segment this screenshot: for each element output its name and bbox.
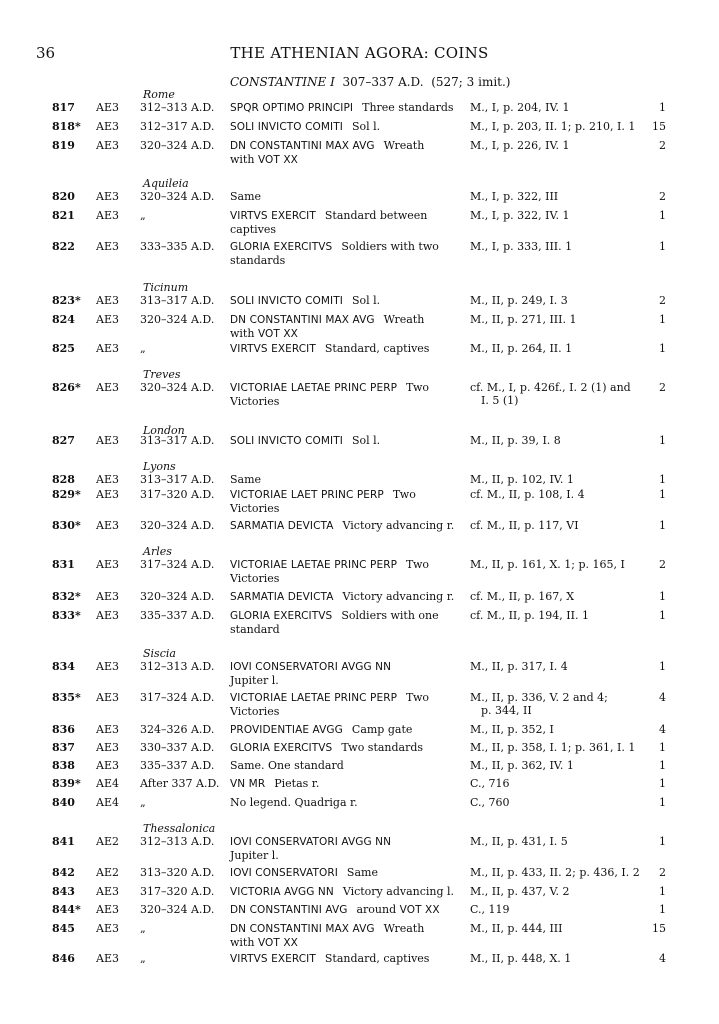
reverse-type: Two — [406, 691, 430, 704]
catalogue-number: 828 — [52, 473, 75, 486]
coin-count: 1 — [659, 313, 666, 326]
reverse-type: Standard, captives — [324, 952, 430, 965]
reference-continued: I. 5 (1) — [481, 394, 519, 407]
reverse-type: Victory advancing r. — [342, 519, 455, 532]
reference — [470, 590, 640, 603]
reference-text: M., II, p. 161, X. 1; p. 165, I — [470, 558, 625, 571]
coin-count: 4 — [659, 952, 666, 965]
date-range: 317–324 A.D. — [140, 558, 215, 571]
reference-text: M., II, p. 433, II. 2; p. 436, I. 2 — [470, 866, 640, 879]
reverse-legend: GLORIA EXERCITVS — [230, 241, 333, 253]
reverse-legend-secondary: VOT XX — [399, 904, 440, 916]
catalogue-number: 818* — [52, 120, 81, 133]
date-range: 312–313 A.D. — [140, 660, 215, 673]
catalogue-number: 840 — [52, 796, 75, 809]
reverse-type: Camp gate — [351, 723, 413, 736]
date-range: „ — [140, 209, 146, 222]
reverse-type-continued: with — [230, 153, 255, 166]
coin-description — [230, 590, 462, 604]
reverse-legend-secondary: VOT XX — [257, 328, 298, 340]
coin-count: 1 — [659, 590, 666, 603]
denomination: AE3 — [96, 922, 119, 935]
reverse-type: Same. One standard — [230, 759, 344, 772]
reference — [470, 691, 640, 717]
coin-description — [230, 190, 462, 203]
denomination: AE3 — [96, 691, 119, 704]
date-range: 317–320 A.D. — [140, 488, 215, 501]
reverse-legend: SOLI INVICTO COMITI — [230, 295, 343, 307]
reverse-type: Wreath — [383, 313, 425, 326]
reference-text: M., I, p. 322, IV. 1 — [470, 209, 570, 222]
coin-count: 1 — [659, 240, 666, 253]
reverse-legend: SARMATIA DEVICTA — [230, 520, 334, 532]
mint-heading: London — [143, 424, 185, 437]
catalogue-number: 836 — [52, 723, 75, 736]
coin-description — [230, 609, 462, 636]
reverse-type: Standard between — [324, 209, 428, 222]
reverse-type-continued: with — [230, 327, 255, 340]
denomination: AE3 — [96, 120, 119, 133]
catalogue-number: 824 — [52, 313, 75, 326]
reverse-legend: VICTORIAE LAETAE PRINC PERP — [230, 692, 398, 704]
coin-count: 1 — [659, 903, 666, 916]
reference — [470, 519, 640, 532]
coin-count: 1 — [659, 434, 666, 447]
reference — [470, 866, 640, 879]
reference — [470, 488, 640, 501]
catalogue-number: 845 — [52, 922, 75, 935]
reverse-type: Three standards — [362, 101, 454, 114]
date-range: 335–337 A.D. — [140, 759, 215, 772]
date-range: 313–317 A.D. — [140, 473, 215, 486]
reference-text: M., II, p. 102, IV. 1 — [470, 473, 574, 486]
reverse-type: Same — [230, 473, 262, 486]
reverse-type: Two — [392, 488, 416, 501]
reference-text: M., II, p. 362, IV. 1 — [470, 759, 574, 772]
denomination: AE3 — [96, 609, 119, 622]
coin-description — [230, 796, 462, 809]
date-range: 320–324 A.D. — [140, 519, 215, 532]
reverse-type: Same — [230, 190, 262, 203]
catalogue-number: 831 — [52, 558, 75, 571]
denomination: AE3 — [96, 473, 119, 486]
denomination: AE3 — [96, 139, 119, 152]
reference — [470, 558, 640, 571]
coin-count: 1 — [659, 609, 666, 622]
reference-text: cf. M., II, p. 167, X — [470, 590, 575, 603]
reference — [470, 294, 640, 307]
catalogue-number: 819 — [52, 139, 75, 152]
reverse-legend-secondary: VOT XX — [257, 937, 298, 949]
date-range: 320–324 A.D. — [140, 139, 215, 152]
date-range: 313–317 A.D. — [140, 294, 215, 307]
reverse-type: Same — [346, 866, 378, 879]
catalogue-number: 835* — [52, 691, 81, 704]
reference — [470, 139, 640, 152]
reference — [470, 240, 640, 253]
reverse-type: around — [356, 903, 397, 916]
coin-count: 1 — [659, 777, 666, 790]
reverse-legend: DN CONSTANTINI AVG — [230, 904, 348, 916]
catalogue-number: 838 — [52, 759, 75, 772]
reference — [470, 120, 640, 133]
coin-description — [230, 294, 462, 308]
reference-text: cf. M., II, p. 108, I. 4 — [470, 488, 585, 501]
reference-text: M., II, p. 358, I. 1; p. 361, I. 1 — [470, 741, 636, 754]
reference-text: M., II, p. 336, V. 2 and 4; — [470, 691, 608, 704]
coin-description — [230, 473, 462, 486]
reference-text: M., II, p. 271, III. 1 — [470, 313, 577, 326]
reference-text: M., II, p. 352, I — [470, 723, 554, 736]
coin-count: 1 — [659, 101, 666, 114]
denomination: AE3 — [96, 342, 119, 355]
coin-count: 1 — [659, 835, 666, 848]
reference — [470, 381, 640, 407]
reference-text: C., 119 — [470, 903, 510, 916]
denomination: AE3 — [96, 741, 119, 754]
denomination: AE3 — [96, 723, 119, 736]
reverse-legend: GLORIA EXERCITVS — [230, 610, 333, 622]
reference-text: M., II, p. 264, II. 1 — [470, 342, 573, 355]
mint-heading: Lyons — [143, 460, 176, 473]
date-range: „ — [140, 922, 146, 935]
denomination: AE3 — [96, 381, 119, 394]
date-range: 317–320 A.D. — [140, 885, 215, 898]
date-range: 320–324 A.D. — [140, 590, 215, 603]
coin-description — [230, 381, 462, 408]
date-range: 320–324 A.D. — [140, 381, 215, 394]
reference — [470, 922, 640, 935]
reverse-type-continued: Jupiter l. — [230, 674, 279, 687]
date-range: 312–313 A.D. — [140, 835, 215, 848]
reference-text: M., I, p. 333, III. 1 — [470, 240, 573, 253]
reference-text: M., II, p. 317, I. 4 — [470, 660, 568, 673]
reference — [470, 796, 640, 809]
reference-text: C., 760 — [470, 796, 510, 809]
reference-text: cf. M., II, p. 117, VI — [470, 519, 579, 532]
reverse-type: Two standards — [341, 741, 424, 754]
reference — [470, 759, 640, 772]
reverse-legend: VICTORIAE LAETAE PRINC PERP — [230, 559, 398, 571]
reference-text: M., II, p. 448, X. 1 — [470, 952, 572, 965]
reverse-type: Soldiers with one — [341, 609, 439, 622]
reverse-legend: DN CONSTANTINI MAX AVG — [230, 923, 375, 935]
denomination: AE3 — [96, 294, 119, 307]
coin-description — [230, 777, 462, 791]
reverse-type: Wreath — [383, 139, 425, 152]
coin-count: 2 — [659, 558, 666, 571]
catalogue-number: 829* — [52, 488, 81, 501]
coin-count: 1 — [659, 519, 666, 532]
reverse-legend: VN MR — [230, 778, 266, 790]
catalogue-number: 844* — [52, 903, 81, 916]
coin-description — [230, 519, 462, 533]
catalogue-number: 833* — [52, 609, 81, 622]
reference-text: M., II, p. 444, III — [470, 922, 563, 935]
coin-count: 1 — [659, 796, 666, 809]
coin-count: 1 — [659, 342, 666, 355]
coin-description — [230, 922, 462, 950]
reference-text: M., II, p. 249, I. 3 — [470, 294, 568, 307]
reverse-legend: IOVI CONSERVATORI — [230, 867, 338, 879]
coin-description — [230, 120, 462, 134]
reign-dates: 307–337 A.D. — [342, 75, 424, 89]
reverse-legend: VICTORIA AVGG NN — [230, 886, 334, 898]
reverse-legend: PROVIDENTIAE AVGG — [230, 724, 343, 736]
catalogue-number: 826* — [52, 381, 81, 394]
page-number: 36 — [36, 44, 56, 62]
catalogue-number: 843 — [52, 885, 75, 898]
reverse-legend: VICTORIAE LAETAE PRINC PERP — [230, 382, 398, 394]
mint-heading: Aquileia — [143, 177, 189, 190]
reverse-type: Victory advancing l. — [342, 885, 455, 898]
mint-heading: Arles — [143, 545, 172, 558]
date-range: After 337 A.D. — [140, 777, 220, 790]
coin-count: 1 — [659, 759, 666, 772]
reverse-type-continued: standards — [230, 254, 286, 267]
date-range: 330–337 A.D. — [140, 741, 215, 754]
reverse-type: Two — [406, 558, 430, 571]
coin-count: 4 — [659, 691, 666, 704]
coin-description — [230, 434, 462, 448]
denomination: AE3 — [96, 209, 119, 222]
denomination: AE2 — [96, 866, 119, 879]
reference — [470, 952, 640, 965]
catalogue-number: 832* — [52, 590, 81, 603]
reverse-legend: DN CONSTANTINI MAX AVG — [230, 314, 375, 326]
date-range: „ — [140, 952, 146, 965]
coin-description — [230, 342, 462, 356]
date-range: 317–324 A.D. — [140, 691, 215, 704]
running-title: THE ATHENIAN AGORA: COINS — [230, 44, 489, 62]
reference-text: M., II, p. 437, V. 2 — [470, 885, 570, 898]
reference — [470, 903, 640, 916]
date-range: 320–324 A.D. — [140, 190, 215, 203]
catalogue-number: 834 — [52, 660, 75, 673]
reverse-type: Two — [406, 381, 430, 394]
reverse-legend: IOVI CONSERVATORI AVGG NN — [230, 836, 392, 848]
coin-description — [230, 866, 462, 880]
reverse-type: Sol l. — [351, 434, 381, 447]
reverse-type: Sol l. — [351, 120, 381, 133]
reverse-type-continued: with — [230, 936, 255, 949]
denomination: AE3 — [96, 885, 119, 898]
reverse-legend: SOLI INVICTO COMITI — [230, 121, 343, 133]
reverse-type-continued: Victories — [230, 395, 280, 408]
reference — [470, 835, 640, 848]
coin-description — [230, 885, 462, 899]
mint-heading: Ticinum — [143, 281, 189, 294]
denomination: AE3 — [96, 101, 119, 114]
reference — [470, 209, 640, 222]
denomination: AE3 — [96, 519, 119, 532]
date-range: „ — [140, 796, 146, 809]
catalogue-number: 837 — [52, 741, 75, 754]
reverse-type: No legend. Quadriga r. — [230, 796, 358, 809]
coin-count: 4 — [659, 723, 666, 736]
coin-description — [230, 741, 462, 755]
denomination: AE2 — [96, 835, 119, 848]
reverse-type: Wreath — [383, 922, 425, 935]
reference-text: cf. M., II, p. 194, II. 1 — [470, 609, 589, 622]
reverse-legend: SARMATIA DEVICTA — [230, 591, 334, 603]
reference-text: M., II, p. 39, I. 8 — [470, 434, 561, 447]
denomination: AE3 — [96, 759, 119, 772]
reverse-type-continued: Victories — [230, 502, 280, 515]
coin-description — [230, 101, 462, 115]
reverse-legend: DN CONSTANTINI MAX AVG — [230, 140, 375, 152]
reverse-legend: GLORIA EXERCITVS — [230, 742, 333, 754]
reference-text: M., I, p. 226, IV. 1 — [470, 139, 570, 152]
date-range: 312–313 A.D. — [140, 101, 215, 114]
reverse-legend: SPQR OPTIMO PRINCIPI — [230, 102, 354, 114]
coin-description — [230, 723, 462, 737]
reference — [470, 101, 640, 114]
coin-count: 2 — [659, 381, 666, 394]
coin-totals: (527; 3 imit.) — [431, 75, 511, 89]
date-range: 320–324 A.D. — [140, 313, 215, 326]
coin-description — [230, 691, 462, 718]
catalogue-number: 841 — [52, 835, 75, 848]
date-range: 324–326 A.D. — [140, 723, 215, 736]
coin-description — [230, 488, 462, 515]
denomination: AE3 — [96, 558, 119, 571]
reverse-type-continued: Victories — [230, 572, 280, 585]
reverse-legend: VIRTVS EXERCIT — [230, 210, 316, 222]
reference-text: cf. M., I, p. 426f., I. 2 (1) and — [470, 381, 631, 394]
coin-description — [230, 209, 462, 236]
date-range: 320–324 A.D. — [140, 903, 215, 916]
catalogue-number: 817 — [52, 101, 75, 114]
denomination: AE3 — [96, 660, 119, 673]
catalogue-number: 822 — [52, 240, 75, 253]
reverse-legend: SOLI INVICTO COMITI — [230, 435, 343, 447]
reverse-type-continued: Victories — [230, 705, 280, 718]
reverse-legend: IOVI CONSERVATORI AVGG NN — [230, 661, 392, 673]
coin-count: 15 — [652, 120, 666, 133]
date-range: 313–317 A.D. — [140, 434, 215, 447]
reverse-type: Victory advancing r. — [342, 590, 455, 603]
denomination: AE3 — [96, 240, 119, 253]
mint-heading: Thessalonica — [143, 822, 216, 835]
coin-description — [230, 660, 462, 687]
coin-description — [230, 903, 462, 917]
reverse-type: Soldiers with two — [341, 240, 439, 253]
reference-text: M., II, p. 431, I. 5 — [470, 835, 568, 848]
reverse-type: Sol l. — [351, 294, 381, 307]
reverse-legend: VICTORIAE LAET PRINC PERP — [230, 489, 384, 501]
coin-count: 2 — [659, 294, 666, 307]
catalogue-number: 846 — [52, 952, 75, 965]
denomination: AE3 — [96, 190, 119, 203]
reverse-legend-secondary: VOT XX — [257, 154, 298, 166]
reference — [470, 609, 640, 622]
coin-count: 1 — [659, 209, 666, 222]
reverse-legend: VIRTVS EXERCIT — [230, 343, 316, 355]
catalogue-number: 827 — [52, 434, 75, 447]
catalogue-number: 821 — [52, 209, 75, 222]
coin-count: 2 — [659, 866, 666, 879]
catalogue-number: 823* — [52, 294, 81, 307]
coin-description — [230, 835, 462, 862]
reference — [470, 885, 640, 898]
date-range: 312–317 A.D. — [140, 120, 215, 133]
reference — [470, 660, 640, 673]
date-range: 335–337 A.D. — [140, 609, 215, 622]
denomination: AE4 — [96, 796, 119, 809]
reverse-type-continued: standard — [230, 623, 280, 636]
emperor-name: CONSTANTINE I — [230, 75, 335, 89]
mint-heading: Rome — [143, 88, 175, 101]
coin-count: 1 — [659, 741, 666, 754]
reference — [470, 190, 640, 203]
reverse-type: Standard, captives — [324, 342, 430, 355]
reference — [470, 723, 640, 736]
reference — [470, 741, 640, 754]
coin-count: 1 — [659, 885, 666, 898]
reverse-type-continued: captives — [230, 223, 277, 236]
reference — [470, 342, 640, 355]
date-range: 333–335 A.D. — [140, 240, 215, 253]
coin-count: 1 — [659, 473, 666, 486]
reference-continued: p. 344, II — [481, 704, 532, 717]
mint-heading: Siscia — [143, 647, 176, 660]
reference-text: C., 716 — [470, 777, 510, 790]
coin-count: 2 — [659, 139, 666, 152]
coin-description — [230, 139, 462, 167]
coin-count: 1 — [659, 660, 666, 673]
denomination: AE3 — [96, 313, 119, 326]
catalogue-number: 820 — [52, 190, 75, 203]
reverse-type: Pietas r. — [274, 777, 320, 790]
denomination: AE3 — [96, 488, 119, 501]
coin-description — [230, 558, 462, 585]
reference — [470, 434, 640, 447]
catalogue-number: 825 — [52, 342, 75, 355]
coin-description — [230, 759, 462, 772]
denomination: AE3 — [96, 952, 119, 965]
date-range: „ — [140, 342, 146, 355]
catalogue-number: 839* — [52, 777, 81, 790]
denomination: AE3 — [96, 590, 119, 603]
denomination: AE3 — [96, 434, 119, 447]
coin-count: 1 — [659, 488, 666, 501]
coin-description — [230, 313, 462, 341]
reverse-legend: VIRTVS EXERCIT — [230, 953, 316, 965]
denomination: AE4 — [96, 777, 119, 790]
reference-text: M., I, p. 204, IV. 1 — [470, 101, 570, 114]
date-range: 313–320 A.D. — [140, 866, 215, 879]
coin-description — [230, 952, 462, 966]
reference-text: M., I, p. 322, III — [470, 190, 559, 203]
section-heading — [230, 75, 510, 89]
reference — [470, 313, 640, 326]
reference — [470, 777, 640, 790]
catalogue-number: 842 — [52, 866, 75, 879]
denomination: AE3 — [96, 903, 119, 916]
mint-heading: Treves — [143, 368, 181, 381]
reference — [470, 473, 640, 486]
reverse-type-continued: Jupiter l. — [230, 849, 279, 862]
coin-description — [230, 240, 462, 267]
reference-text: M., I, p. 203, II. 1; p. 210, I. 1 — [470, 120, 636, 133]
coin-count: 2 — [659, 190, 666, 203]
catalogue-number: 830* — [52, 519, 81, 532]
coin-count: 15 — [652, 922, 666, 935]
